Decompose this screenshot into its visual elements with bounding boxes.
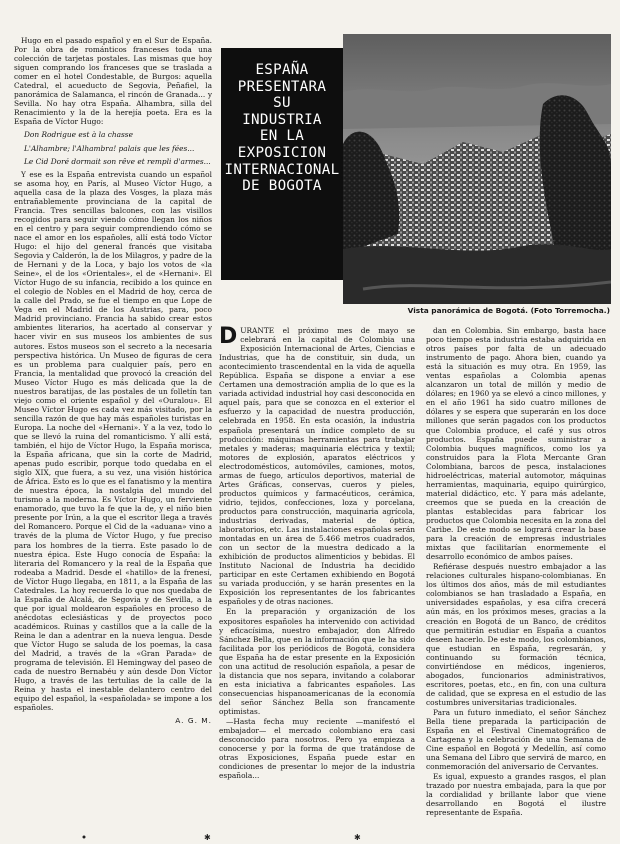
right-paragraph: dan en Colombia. Sin embargo, basta hace poco tiempo esta industria estaba adquirida en otros países por falta de un adecuado instrumento de pago. Ahora bien, cuando ya está la situación es muy otra. En 1959, las ventas españolas a Colombia apenas alcanzaron un total de millón y medio de dólares; en 1960 ya se elevó a cinco millones, y en el año 1961 ha sido cuatro millones de dólares y se espera que superarán en los doce millones que serán pagados con los productos que Colombia produce, el café y sus otros productos. España puede suministrar a Colombia buques magníficos, como los ya construidos para la Flota Mercante Gran Colombiana, barcos de pesca, instalaciones hidroeléctricas, material automotor, máquinas herramientas, maquinaria, equipo quirúrgico, material didáctico, etc. Y para más adelante, creemos que se pueda en la creación de plantas establecidas para fabricar los productos que Colombia necesita en la zona del Caribe. De este modo se logrará crear la base para la creación de empresas industriales mixtas que facilitarían enormemente el desarrollo económico de ambos países. [426, 326, 606, 562]
left-paragraph-intro: Hugo en el pasado español y en el Sur de España. Por la obra de románticos franceses toda una colección de tarjetas postales. Las mismas que hoy siguen comprando los franceses que se traslada a comer en el hotel Condestable, de Burgos: aquella Catedral, el acueducto de Segovia, Peñafiel, la panorámica de Salamanca, el rincón de Granada... y Sevilla. No hay otra España. Alhambra, silla del Renacimiento y la de la herejía poeta. Era es la España de Víctor Hugo: [14, 36, 212, 127]
right-paragraph: Refiérase después nuestro embajador a las relaciones culturales hispano-colombianas. En los últimos dos años, más de mil estudiantes colombianos se han trasladado a España, en universidades españolas, y esa cifra crecerá aún más, en los próximos meses, gracias a la creación en Bogotá de un Banco, de créditos que permitirán estudiar en España a cuantos deseen hacerlo. De este modo, los colombianos, que estudian en España, regresarán, y continuando su formación técnica, convirtiéndose en médicos, ingenieros, abogados, funcionarios administrativos, escritores, poetas, etc., en fin, con una cultura de calidad, que se expresa en el estudio de las costumbres universitarias tradicionales. [426, 562, 606, 707]
headline-line: EN LA [259, 128, 305, 145]
headline-line: INDUSTRIA [242, 111, 322, 128]
left-paragraph-main: Y ese es la España entrevista cuando un español se asoma hoy, en París, al Museo Víctor Hugo, a aquella casa de la plaza des Vosges, la plaza más entrañablemente provinciana de la capital de Francia. Tres sencillas balcones, con las visillos recogidos para seguir viendo cómo llegan los niños en el centro y para seguir comprendiendo cómo se nace el amor en los españoles, allí está todo Víctor Hugo: el hijo del general francés que visitaba Segovia y Calderón, la de los Milagros, y padre de la de Hernani y de la Loca, y bajo los votos de «la Seine», el de los «Orientales», el de «Hernani». El Víctor Hugo de su infancia, recibido a los quince en el colegio de Nobles en el Madrid de hoy, cerca de la calle del Prado, se fue el tiempo en que Lope de Vega en el Madrid de los Austrias, para, poco Madrid provinciano. Francia ha sabido crear estos ambientes literarios, ha acertado al conservar y hacer vivir en sus museos los ambientes de sus autores. Estos museos son el secreto a la necesaria perspectiva histórica. Un Museo de figuras de cera es un problema para cualquier país, pero en Francia, la mentalidad que provocó la creación del Museo Víctor Hugo es más delicada que la de nuestros baratijas, de las postales de un folletín tan viejo como el oriente español y del «Ouralou». El Museo Víctor Hugo es cada vez más visitado, por la sencilla razón de que hay más españoles turistas en Europa. La noche del «Hernani». Y a la vez, todo lo que se llevó la ruina del romanticismo. Y allí está, también, el hijo de Víctor Hugo, la España morisca, la España africana, que sin la corte de Madrid, apenas pudo escribir, porque todo quedaba en el siglo XIX, que fuera, a su vez, una visión histórica de África. Esto es lo que es el fanatismo y la mentira de nuestra época, la nostalgia del mundo del turismo a la moderna. Es Víctor Hugo, un ferviente enamorado, que tuvo la fe que la de, y el niño bien presente por Irún, a la que el escritor llega a través del Romancero. Porque el Cid de la «aduana» vino a través de la pluma de Víctor Hugo, y fue preciso para los hombres de la tierra. Este pasado lo de nuestra épica. Este Hugo conocía de España: la literaria del Romancero y la real de la España que rodeaba a Madrid. Desde el «hatillo» de la frenesí, de Víctor Hugo llegaba, en 1811, a la España de las Catedrales. La hoy recuerda lo que nos quedaba de la España de Alcalá, de Segovia y de Sevilla, a la que por igual moldearon españoles en proceso de anécdotas eclesiásticas y de proyectos poco académicos. Ruinas y castillos que a la calle de la Reina le dan a adentrar en la nueva lengua. Desde que Víctor Hugo se saluda de los poemas, la casa del Madrid, a través de la «Gran Parada» de programa de televisión. El Hemingway del paseo de cada de nuestro Bernabéu y aún desde Don Víctor Hugo, a través de las tertulias de la calle de la Reina y hasta el inestable delantero centro del equipo del español, la «españolada» se impone a los españoles. [14, 169, 212, 713]
verse-line: L'Alhambre; l'Alhambra! palais que les fées... [24, 143, 195, 153]
middle-column [219, 326, 415, 831]
middle-paragraph: URANTE el próximo mes de mayo se celebrará en la capital de Colombia una Exposición Internacional de Artes, Ciencias e Industrias, que ha de constituir, sin duda, un acontecimiento trascendental en la vida de aquella República. España se dispone a enviar a ese Certamen una demostración amplia de lo que es la variada actividad industrial hoy casi desconocida en aquel país, para que se conozca en el exterior el esfuerzo y la capacidad de nuestra producción, celebrada en 1958. En esta ocasión, la industria española presentará un índice completo de su producción: máquinas herramientas para trabajar metales y maderas; maquinaria eléctrica y textil; motores de explosión, aparatos eléctricos y electrodomésticos, automóviles, camiones, motos, armas de fuego, artículos deportivos, material de Artes Gráficas, conservas, cueros y pieles, productos químicos y farmacéuticos, cerámica, vidrio, tejidos, confecciones, loza y porcelana, productos para construcción, maquinaria agrícola, industrias derivadas, material de óptica, laboratorios, etc. Las instalaciones españolas serán montadas en un área de 5.466 metros cuadrados, con un sector de la muestra dedicado a la exhibición de productos alimenticios y bebidas. El Instituto Nacional de Industria ha decidido participar en este Certamen exhibiendo en Bogotá su variada producción, y se harán presentes en la Exposición los representantes de los fabricantes españoles y de otras naciones. [219, 326, 415, 607]
verse-line: Don Rodrigue est à la chasse [24, 130, 133, 140]
headline-line: SU [273, 95, 291, 112]
footer-dot [83, 836, 86, 839]
footer-star: ✱ [354, 833, 361, 842]
footer-star: ✱ [204, 833, 211, 842]
headline-line: INTERNACIONAL [224, 161, 340, 178]
headline-line: ESPAÑA [255, 62, 309, 78]
photo-foreground [343, 244, 611, 304]
headline-line: EXPOSICION [237, 144, 327, 161]
headline-box [221, 48, 343, 280]
drop-cap: D [219, 326, 238, 349]
headline-line: PRESENTARA [237, 78, 327, 95]
right-paragraph: Para un futuro inmediato, el señor Sánchez Bella tiene preparada la participación de España en el Festival Cinematográfico de Cartagena y la celebración de una Semana de Cine español en Bogotá y Medellín, así como una Semana del Libro que servirá de marco, en conmemoración del aniversario de Cervantes. [426, 707, 606, 772]
middle-paragraph: —Hasta fecha muy reciente —manifestó el embajador— el mercado colombiano era casi desconocido para nosotros. Pero ya empieza a conocerse y por la forma de que tratándose de otras Exposiciones, España puede estar en condiciones de presentar lo mejor de la industria española... [219, 717, 415, 781]
verse-line: Le Cid Doré dormait son rêve et rempli d'armes... [24, 156, 211, 166]
right-paragraph: Es igual, expuesto a grandes rasgos, el plan trazado por nuestra embajada, para la que por la cordialidad y brillante labor que viene desarrollando en Bogotá el ilustre representante de España. [426, 772, 606, 818]
right-column [426, 326, 606, 831]
bogota-panorama-photo [343, 34, 611, 304]
photo-caption: Vista panorámica de Bogotá. (Foto Torremocha.) [407, 306, 610, 315]
author-signature: A. G. M. [175, 716, 212, 726]
footer-ornaments [14, 832, 610, 842]
middle-paragraph: En la preparación y organización de los expositores españoles ha intervenido con actividad y eficacísima, nuestro embajador, don Alfredo Sánchez Bella, que en la información que le ha sido facilitada por los periódicos de Bogotá, considera que España ha de estar presente en la Exposición con una actitud de resolución española, a pesar de la distancia que nos separa, invitando a colaborar en esta iniciativa a fabricantes españoles. Las consecuencias hispanoamericanas de la economía del señor Sánchez Bella son francamente optimistas. [219, 607, 415, 716]
headline-line: DE BOGOTA [242, 178, 322, 195]
left-column [14, 36, 212, 826]
